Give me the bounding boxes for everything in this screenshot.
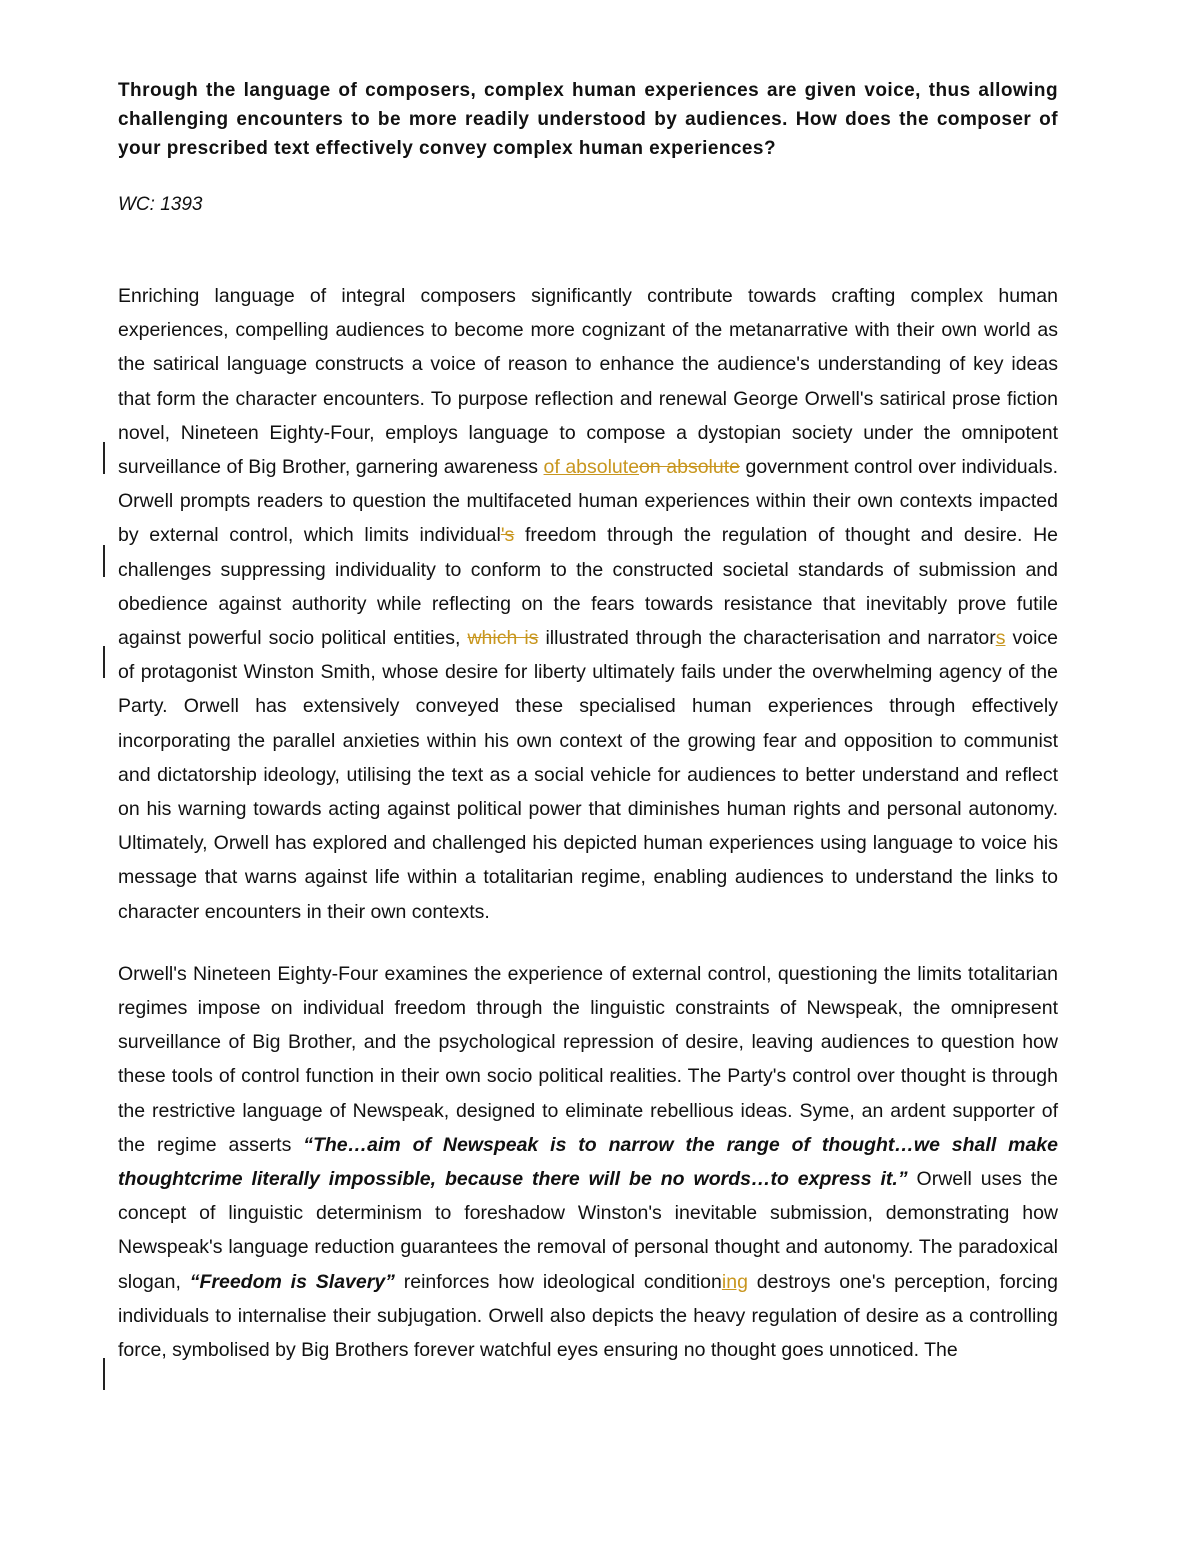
- text-run: reinforces how ideological condition: [394, 1270, 722, 1293]
- tracked-deletion: which is: [467, 627, 539, 650]
- document-page: [118, 76, 1058, 1367]
- text-run: Orwell's Nineteen Eighty-Four examines the experience of external control, questioning the limits totalitarian regimes impose on individual freedom through the linguistic constraints of Newspeak, the omnipresent surveillance of Big Brother, and the psychological repression of desire, leaving audiences to question how these tools of control function in their own socio political realities. The Party's control over thought is through the restrictive language of Newspeak, designed to eliminate rebellious ideas. Syme, an ardent supporter of the regime asserts: [118, 962, 1058, 1156]
- quotation: “Freedom is Slavery”: [189, 1270, 395, 1293]
- text-run: Orwell uses the concept of linguistic determinism to foreshadow Winston's inevitable submission, demonstrating how Newspeak's language reduction guarantees the removal of personal thought and autonomy. The paradoxical slogan,: [118, 1168, 1058, 1293]
- change-bar: [103, 545, 105, 577]
- text-run: freedom through the regulation of thought and desire. He challenges suppressing individuality to conform to the constructed societal standards of submission and obedience against authority while reflecting on the fears towards resistance that inevitably prove futile against powerful socio political entities,: [118, 524, 1059, 650]
- quotation: “The…aim of Newspeak is to narrow the range of thought…we shall make thoughtcrime literally impossible, because there will be no words…to express it.”: [118, 1133, 1058, 1191]
- tracked-deletion: on absolute: [639, 456, 740, 479]
- essay-question: Through the language of composers, complex human experiences are given voice, thus allowing challenging encounters to be more readily understood by audiences. How does the composer of your prescribed text effectively convey complex human experiences?: [118, 80, 1058, 159]
- text-run: government control over individuals. Orwell prompts readers to question the multifaceted human experiences within their own contexts impacted by external control, which limits individual: [118, 456, 1058, 547]
- text-run: voice of protagonist Winston Smith, whose desire for liberty ultimately fails under the overwhelming agency of the Party. Orwell has extensively conveyed these specialised human experiences through effectively incorporating the parallel anxieties within his own context of the growing fear and opposition to communist and dictatorship ideology, utilising the text as a social vehicle for audiences to better understand and reflect on his warning towards acting against political power that diminishes human rights and personal autonomy. Ultimately, Orwell has explored and challenged his depicted human experiences using language to voice his message that warns against life within a totalitarian regime, enabling audiences to understand the links to character encounters in their own contexts.: [118, 627, 1059, 923]
- change-bar: [103, 442, 105, 474]
- tracked-deletion: 's: [500, 524, 515, 547]
- paragraph-intro: [118, 279, 1058, 929]
- text-run: destroys one's perception, forcing individuals to internalise their subjugation. Orwell also depicts the heavy regulation of desire as a controlling force, symbolised by Big Brothers forever watchful eyes ensuring no thought goes unnoticed. The: [118, 1270, 1058, 1362]
- tracked-insertion: s: [995, 627, 1006, 650]
- change-bar: [103, 1358, 105, 1390]
- tracked-insertion: of absolute: [543, 456, 640, 479]
- text-run: Enriching language of integral composers significantly contribute towards crafting complex human experiences, compelling audiences to become more cognizant of the metanarrative with their own world as the satirical language constructs a voice of reason to enhance the audience's understanding of key ideas that form the character encounters. To purpose reflection and renewal George Orwell's satirical prose fiction novel, Nineteen Eighty-Four, employs language to compose a dystopian society under the omnipotent surveillance of Big Brother, garnering awareness: [118, 285, 1058, 479]
- word-count: WC: 1393: [118, 194, 203, 215]
- change-bar: [103, 646, 105, 678]
- tracked-insertion: ing: [721, 1270, 748, 1293]
- text-run: illustrated through the characterisation and narrator: [538, 627, 996, 650]
- paragraph-body: [118, 957, 1058, 1367]
